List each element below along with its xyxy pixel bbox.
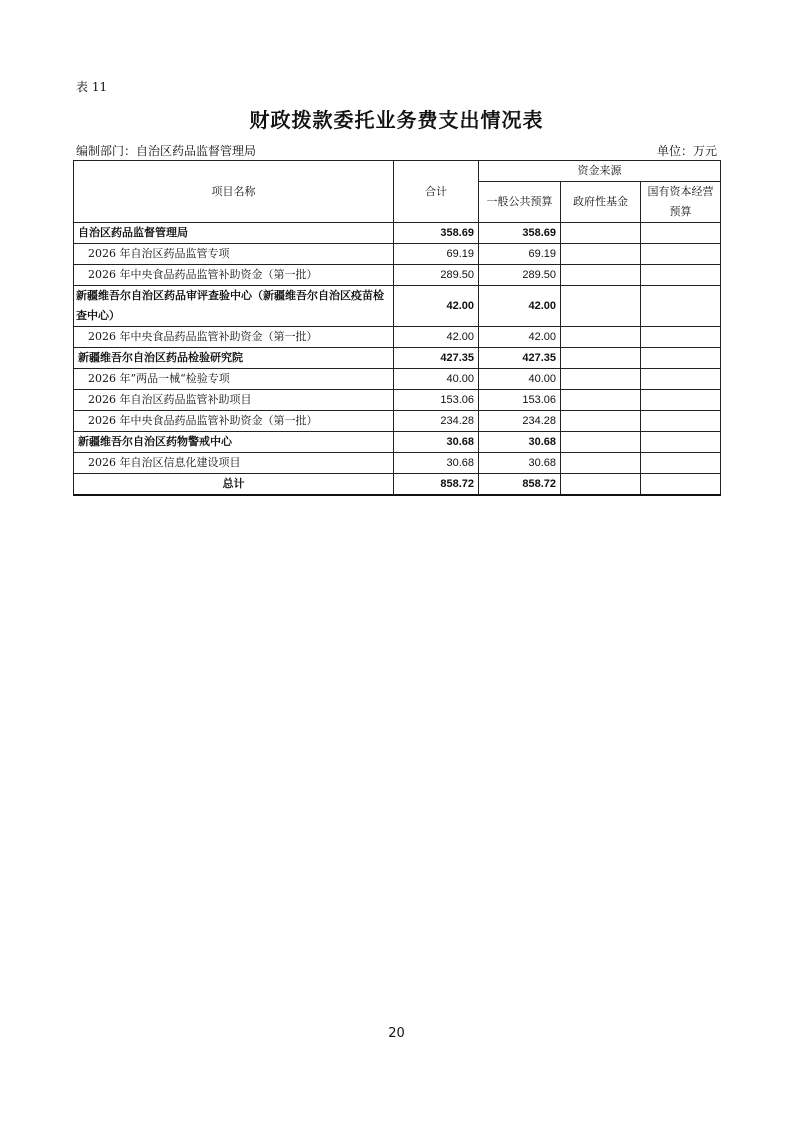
project-name: 2026 年自治区药品监管补助项目 [74,390,394,411]
row-gov-fund [561,432,641,453]
budget-table [73,160,721,496]
row-gov-fund [561,223,641,244]
row-total: 234.28 [394,411,479,432]
row-state-capital [641,369,721,390]
row-general: 30.68 [479,432,561,453]
page-number: 20 [388,1026,405,1041]
row-gov-fund [561,327,641,348]
row-general: 30.68 [479,453,561,474]
table-number: 表 11 [76,80,108,94]
unit-name: 新疆维吾尔自治区药物警戒中心 [74,432,394,453]
row-general: 427.35 [479,348,561,369]
row-gov-fund [561,265,641,286]
grand-total-state-capital [641,474,721,496]
row-general: 69.19 [479,244,561,265]
grand-total-general: 858.72 [479,474,561,496]
project-name: 2026 年自治区信息化建设项目 [74,453,394,474]
table-row [74,286,721,327]
unit-name: 新疆维吾尔自治区药品检验研究院 [74,348,394,369]
row-general: 358.69 [479,223,561,244]
table-row [74,223,721,244]
row-general: 234.28 [479,411,561,432]
table-row [74,411,721,432]
row-state-capital [641,453,721,474]
row-total: 358.69 [394,223,479,244]
header-gov-fund: 政府性基金 [561,182,641,223]
row-gov-fund [561,453,641,474]
header-name: 项目名称 [74,161,394,223]
header-total: 合计 [394,161,479,223]
row-state-capital [641,265,721,286]
compiling-department: 编制部门：自治区药品监督管理局 [76,144,257,158]
row-state-capital [641,286,721,327]
row-general: 42.00 [479,327,561,348]
unit-label: 单位：万元 [656,144,717,158]
project-name: 2026 年中央食品药品监管补助资金（第一批） [74,411,394,432]
row-state-capital [641,244,721,265]
table-row [74,348,721,369]
row-gov-fund [561,390,641,411]
row-gov-fund [561,286,641,327]
row-state-capital [641,390,721,411]
row-total: 69.19 [394,244,479,265]
table-row [74,327,721,348]
row-state-capital [641,348,721,369]
row-general: 40.00 [479,369,561,390]
row-total: 30.68 [394,432,479,453]
row-state-capital [641,411,721,432]
row-general: 42.00 [479,286,561,327]
total-row [74,474,721,496]
project-name: 2026 年”两品一械“检验专项 [74,369,394,390]
table-row [74,244,721,265]
row-state-capital [641,327,721,348]
row-gov-fund [561,369,641,390]
row-state-capital [641,223,721,244]
row-gov-fund [561,244,641,265]
header-state-capital-line2: 预算 [669,205,692,218]
project-name: 2026 年中央食品药品监管补助资金（第一批） [74,265,394,286]
header-state-capital-line1: 国有资本经营 [647,185,714,198]
grand-total: 858.72 [394,474,479,496]
row-gov-fund [561,348,641,369]
unit-name: 自治区药品监督管理局 [74,223,394,244]
row-total: 42.00 [394,286,479,327]
page-title: 财政拨款委托业务费支出情况表 [249,108,544,132]
row-general: 153.06 [479,390,561,411]
project-name: 2026 年中央食品药品监管补助资金（第一批） [74,327,394,348]
grand-total-gov-fund [561,474,641,496]
row-total: 42.00 [394,327,479,348]
table-row [74,369,721,390]
header-row-top [74,161,721,182]
table-row [74,453,721,474]
unit-name: 新疆维吾尔自治区药品审评查验中心（新疆维吾尔自治区疫苗检查中心） [74,286,394,327]
table-row [74,432,721,453]
row-total: 40.00 [394,369,479,390]
header-general-budget: 一般公共预算 [479,182,561,223]
total-label: 总计 [74,474,394,496]
row-state-capital [641,432,721,453]
header-state-capital [641,182,721,223]
row-total: 30.68 [394,453,479,474]
row-total: 153.06 [394,390,479,411]
table-row [74,265,721,286]
row-general: 289.50 [479,265,561,286]
header-funding-source: 资金来源 [479,161,721,182]
row-total: 427.35 [394,348,479,369]
row-total: 289.50 [394,265,479,286]
project-name: 2026 年自治区药品监管专项 [74,244,394,265]
row-gov-fund [561,411,641,432]
table-row [74,390,721,411]
